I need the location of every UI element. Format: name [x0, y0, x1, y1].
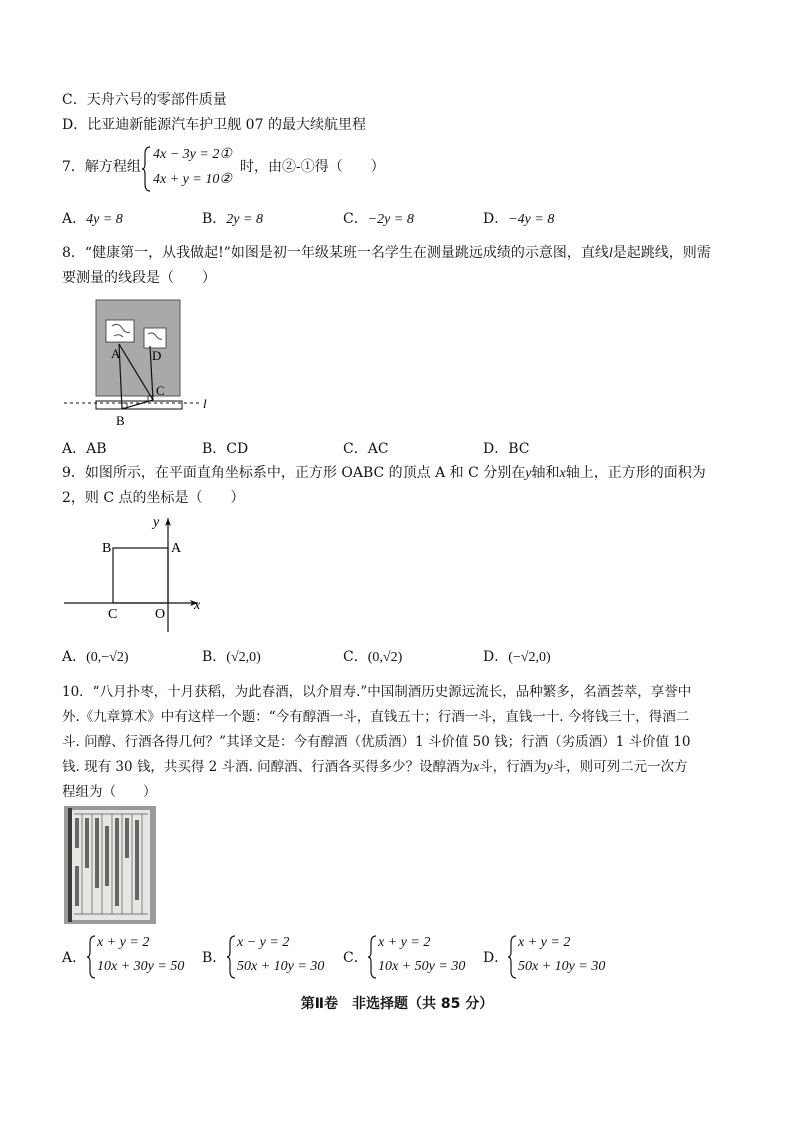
q10-text-line2: 外.《九章算术》中有这样一个题：“今有醇酒一斗，直钱五十；行酒一斗，直钱一十. 今将钱三十，得酒二 [62, 709, 690, 725]
q8-figure [60, 296, 220, 430]
q8-text-line2: 要测量的线段是（ ） [62, 270, 216, 286]
q10-option-a-brace [87, 935, 97, 979]
x-axis-label: x [194, 598, 201, 613]
q7-brace [142, 146, 152, 192]
q10-option-c-label[interactable]: C． [343, 950, 368, 966]
footprint-left-icon [106, 320, 134, 342]
point-b-label: B [116, 413, 125, 428]
point-c-label: C [108, 607, 118, 622]
square-oabc [113, 548, 168, 603]
q10-option-a-eq2: 10x + 30y = 50 [97, 959, 185, 974]
q9-text-line1: 9．如图所示，在平面直角坐标系中，正方形 OABC 的顶点 A 和 C 分别在y轴和x轴上，正方形的面积为 [62, 465, 706, 481]
q10-option-c-eq2: 10x + 50y = 30 [378, 959, 466, 974]
q10-option-c-eq1: x + y = 2 [378, 935, 431, 950]
line-l-label: l [203, 396, 207, 411]
q10-option-b-label[interactable]: B． [202, 950, 227, 966]
q9-option-a[interactable]: A．(0,−√2) [62, 649, 129, 665]
prev-option-d: D．比亚迪新能源汽车护卫舰 07 的最大续航里程 [62, 117, 366, 133]
q10-option-b-brace [227, 935, 237, 979]
point-d-label: D [152, 348, 162, 363]
q10-text-line3: 斗. 问醇、行酒各得几何？”其译文是：今有醇酒（优质酒）1 斗价值 50 钱；行酒（劣质酒）1 斗价值 10 [62, 734, 691, 750]
q9-text-line2: 2，则 C 点的坐标是（ ） [62, 490, 245, 506]
q7-eq2: 4x + y = 10② [153, 172, 232, 187]
q10-text-line4: 钱. 现有 30 钱，共买得 2 斗酒. 问醇酒、行酒各买得多少？设醇酒为x斗，行酒为y斗，则可列二元一次方 [62, 759, 688, 775]
q9-option-b[interactable]: B．(√2,0) [202, 649, 261, 665]
point-a-label: A [111, 346, 121, 361]
prev-option-c: C．天舟六号的零部件质量 [62, 92, 227, 108]
point-a-label: A [171, 541, 182, 556]
q8-text-line1: 8．“健康第一，从我做起!”如图是初一年级某班一名学生在测量跳远成绩的示意图，直线l是起跳线，则需 [62, 245, 711, 261]
q8-option-b[interactable]: B．CD [202, 441, 249, 457]
point-c-label: C [156, 383, 165, 398]
q7-prefix: 7．解方程组 [62, 159, 141, 175]
q10-text-line1: 10．“八月扑枣，十月获稻，为此春酒，以介眉寿.”中国制酒历史源远流长，品种繁多，名酒荟萃，享誉中 [62, 684, 692, 700]
point-b-label: B [102, 541, 112, 556]
section-title: 第Ⅱ卷 非选择题（共 85 分） [300, 996, 494, 1012]
q10-option-d-brace [508, 935, 518, 979]
q10-option-b-eq1: x − y = 2 [237, 935, 290, 950]
q9-option-c[interactable]: C．(0,√2) [343, 649, 403, 665]
q10-option-d-eq2: 50x + 10y = 30 [518, 959, 606, 974]
q7-suffix: 时，由②-①得（ ） [240, 159, 385, 175]
footprint-right-icon [144, 328, 166, 348]
q8-option-c[interactable]: C．AC [343, 441, 389, 457]
q8-option-a[interactable]: A．AB [62, 441, 107, 457]
point-o-label: O [155, 607, 166, 622]
q10-option-a-label[interactable]: A． [62, 950, 87, 966]
q7-option-c[interactable]: C．−2y = 8 [343, 211, 414, 227]
q8-option-d[interactable]: D．BC [483, 441, 530, 457]
q7-option-d[interactable]: D．−4y = 8 [483, 211, 555, 227]
q10-option-b-eq2: 50x + 10y = 30 [237, 959, 325, 974]
q9-figure [60, 512, 210, 636]
q10-option-c-brace [368, 935, 378, 979]
q7-eq1: 4x − 3y = 2① [153, 147, 232, 162]
sand-pit [96, 300, 180, 396]
q10-option-d-eq1: x + y = 2 [518, 935, 571, 950]
q7-option-a[interactable]: A．4y = 8 [62, 211, 123, 227]
ancient-book-image [64, 806, 156, 924]
q9-option-d[interactable]: D．(−√2,0) [483, 649, 551, 665]
q7-option-b[interactable]: B．2y = 8 [202, 211, 263, 227]
y-axis-label: y [153, 515, 160, 530]
q10-option-d-label[interactable]: D． [483, 950, 509, 966]
q10-option-a-eq1: x + y = 2 [97, 935, 150, 950]
q10-text-line5: 程组为（ ） [62, 784, 157, 800]
takeoff-board [96, 401, 182, 409]
